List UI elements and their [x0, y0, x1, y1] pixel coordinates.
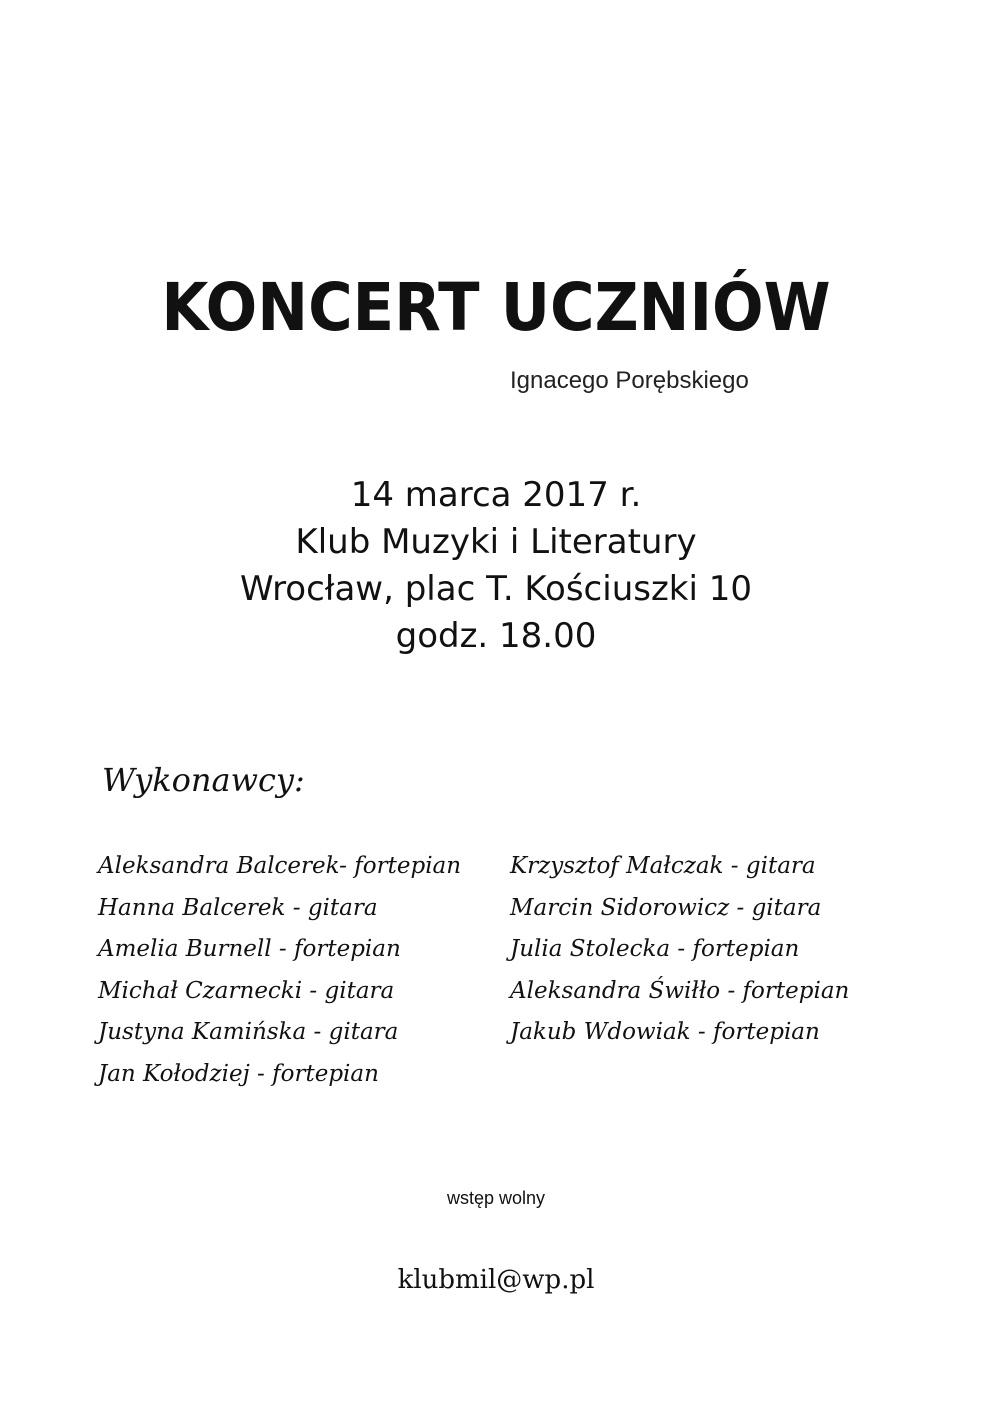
- event-time: godz. 18.00: [395, 616, 597, 656]
- performer-item: Krzysztof Małczak - gitara: [510, 853, 816, 879]
- performer-item: Justyna Kamińska - gitara: [98, 1019, 399, 1046]
- event-date: 14 marca 2017 r.: [350, 475, 642, 515]
- performer-item: Jakub Wdowiak - fortepian: [510, 1019, 820, 1046]
- contact-email: klubmil@wp.pl: [397, 1265, 595, 1295]
- performer-item: Aleksandra Świłło - fortepian: [510, 977, 850, 1004]
- poster-subtitle: Ignacego Porębskiego: [510, 367, 749, 394]
- performer-item: Amelia Burnell - fortepian: [98, 936, 401, 963]
- performer-item: Jan Kołodziej - fortepian: [98, 1060, 379, 1087]
- performer-item: Michał Czarnecki - gitara: [98, 977, 395, 1004]
- performer-item: Marcin Sidorowicz - gitara: [510, 894, 822, 921]
- performer-item: Hanna Balcerek - gitara: [98, 894, 378, 921]
- performers-right-column: [510, 846, 849, 1054]
- performer-item: Julia Stolecka - fortepian: [510, 936, 800, 963]
- event-address: Wrocław, plac T. Kościuszki 10: [239, 569, 753, 609]
- entry-note: wstęp wolny: [446, 1188, 546, 1208]
- event-info: [0, 472, 992, 660]
- event-venue: Klub Muzyki i Literatury: [295, 522, 697, 562]
- poster-title: KONCERT UCZNIÓW: [161, 269, 831, 346]
- performers-left-column: [98, 846, 461, 1096]
- performer-item: Aleksandra Balcerek- fortepian: [98, 853, 462, 879]
- performers-heading: Wykonawcy:: [102, 761, 305, 799]
